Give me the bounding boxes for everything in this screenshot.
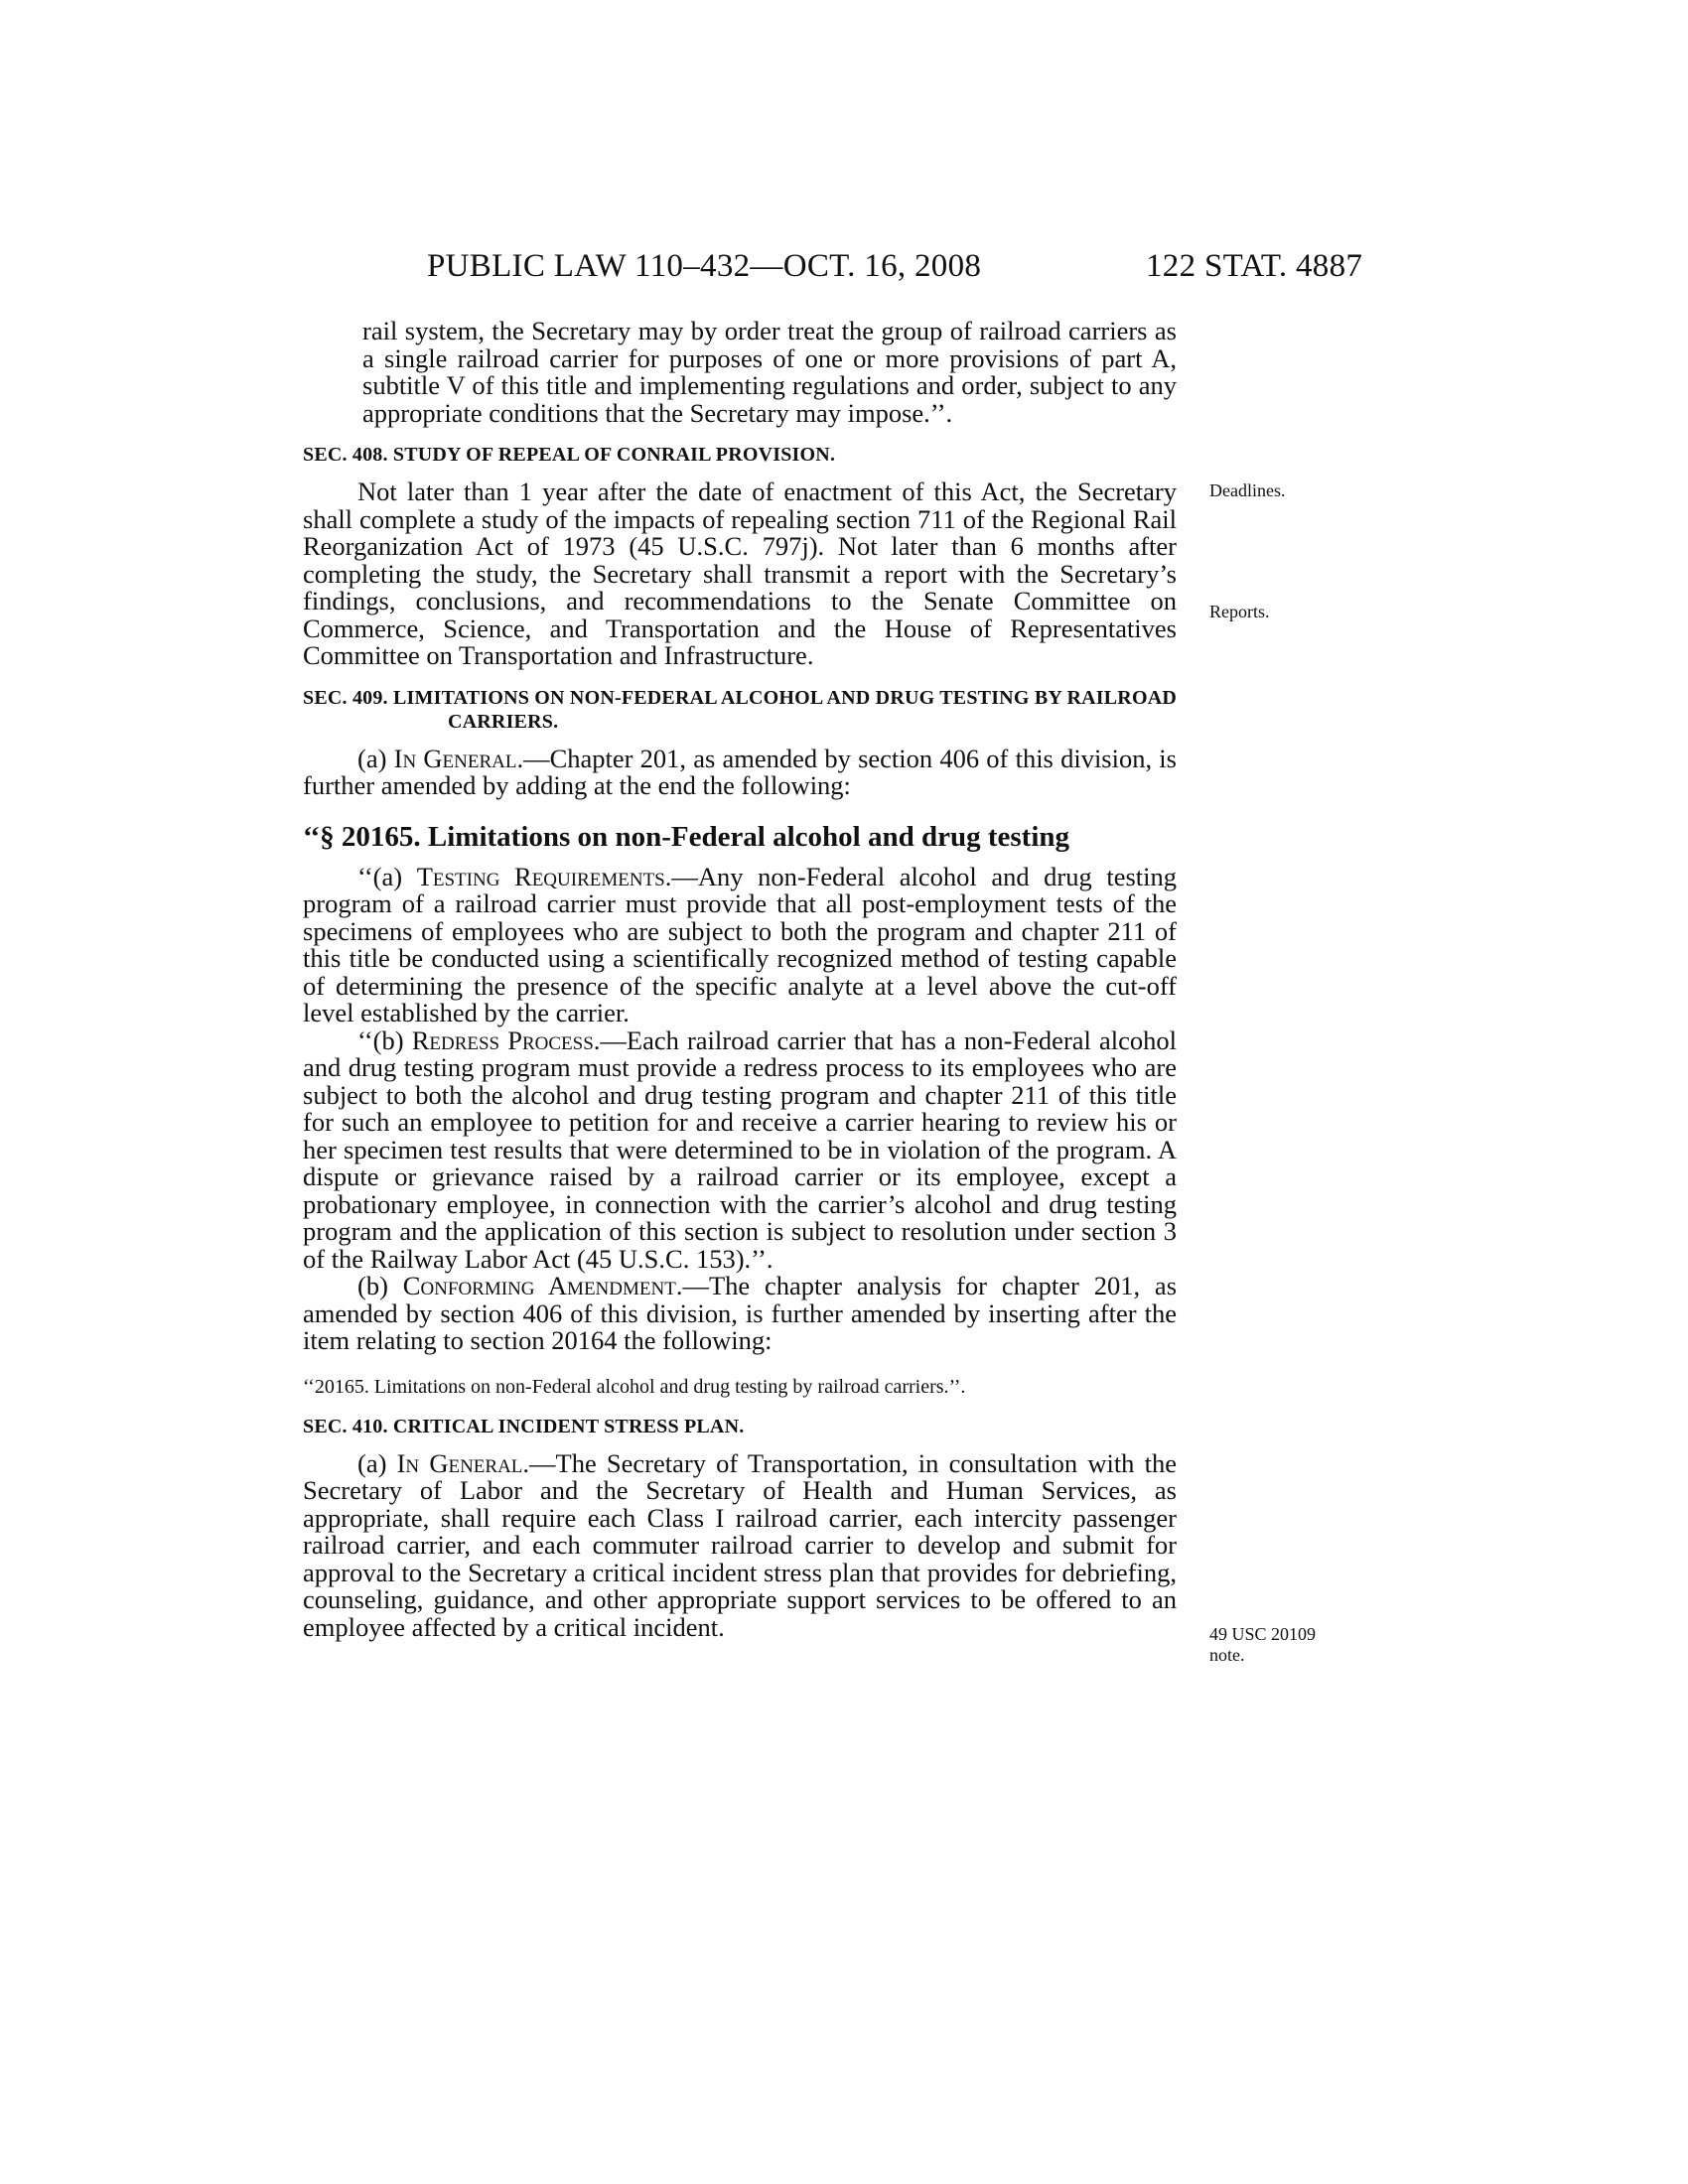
sec-409-subsection-b <box>303 1273 1177 1355</box>
s20165-b-text: .—Each railroad carrier that has a non-Federal alcohol and drug testing program must provide a redress process to its employees who are subject to both the alcohol and drug testing program and chapter 211 of this title for such an employee to petition for and receive a carrier hearing to review his or her specimen test results that were determined to be in violation of the program. A dispute or grievance raised by a railroad carrier or its employee, except a probationary employee, in connection with the carrier’s alcohol and drug testing program and the application of this section is subject to resolution under section 3 of the Railway Labor Act (45 U.S.C. 153).’’. <box>303 1024 1178 1274</box>
section-20165-title: ‘‘§ 20165. Limitations on non-Federal alcohol and drug testing <box>303 820 1070 853</box>
running-header-title: PUBLIC LAW 110–432—OCT. 16, 2008 <box>427 248 982 284</box>
s20165-a-caption: Testing Requirements <box>416 861 665 891</box>
sec-409-b-label: (b) <box>357 1271 403 1300</box>
sec-409-subsection-a <box>303 743 1177 800</box>
sec-408-text: Not later than 1 year after the date of enactment of this Act, the Secretary shall complete a study of the impacts of repealing section 711 of the Regional Rail Reorganization Act of 1973 (45 U.S.C. 797j). Not later than 6 months after completing the study, the Secretary shall transmit a report with the Secretary’s findings, conclusions, and recommendations to the Senate Committee on Commerce, Science, and Transportation and the House of Representatives Committee on Transportation and Infrastructure. <box>303 477 1177 670</box>
sec-408-heading: SEC. 408. STUDY OF REPEAL OF CONRAIL PROVISION. <box>303 444 836 466</box>
sec-410-heading: SEC. 410. CRITICAL INCIDENT STRESS PLAN. <box>303 1415 745 1437</box>
margin-note-usc-line1: 49 USC 20109 <box>1209 1624 1317 1644</box>
sec-410-a-text: .—The Secretary of Transportation, in consultation with the Secretary of Labor and the Secretary of Health and Human Services, as appropriate, shall require each Class I railroad carrier, each intercity passenger railroad carrier, and each commuter railroad carrier to develop and submit for approval to the Secretary a critical incident stress plan that provides for debriefing, counseling, guidance, and other appropriate support services to be offered to an employee affected by a critical incident. <box>303 1447 1177 1642</box>
running-header-page-number: 122 STAT. 4887 <box>1146 248 1363 284</box>
s20165-b-caption: Redress Process <box>411 1024 594 1055</box>
sec-410-a-label: (a) <box>357 1447 397 1478</box>
sec-409-a-text: .—Chapter 201, as amended by section 406 of this division, is further amended by adding at the end the following: <box>303 743 1177 800</box>
sec-410-a-caption: In General <box>396 1447 523 1478</box>
sec-409-b-caption: Conforming Amendment <box>402 1271 676 1300</box>
continuation-paragraph: rail system, the Secretary may by order treat the group of railroad carriers as a single railroad carrier for purposes of one or more provisions of part A, subtitle V of this title and implementing regulations and order, subject to any appropriate conditions that the Secretary may impose.’’. <box>362 316 1177 428</box>
page-body <box>303 318 1177 1641</box>
sec-409-a-label: (a) <box>357 743 394 773</box>
sec-409-heading: SEC. 409. LIMITATIONS ON NON-FEDERAL ALCOHOL AND DRUG TESTING BY RAILROAD CARRIERS. <box>303 686 1177 733</box>
section-20165-subsection-b <box>303 1024 1178 1274</box>
margin-note-usc-citation <box>1209 1624 1316 1666</box>
section-20165-subsection-a <box>303 861 1177 1027</box>
margin-note-deadlines: Deadlines. <box>1209 480 1286 500</box>
margin-note-reports: Reports. <box>1209 602 1270 621</box>
sec-410-subsection-a <box>303 1447 1177 1642</box>
sec-409-a-caption: In General <box>393 743 517 773</box>
sec-409-b-text: .—The chapter analysis for chapter 201, as amended by section 406 of this division, is further amended by inserting after the item relating to section 20164 the following: <box>303 1271 1178 1355</box>
chapter-analysis-item: ‘‘20165. Limitations on non-Federal alcohol and drug testing by railroad carriers.’’. <box>303 1375 966 1398</box>
s20165-a-label: ‘‘(a) <box>357 861 417 891</box>
s20165-a-text: .—Any non-Federal alcohol and drug testing program of a railroad carrier must provide that all post-employment tests of the specimens of employees who are subject to both the program and chapter 211 of this title be conducted using a scientifically recognized method of testing capable of determining the presence of the specific analyte at a level above the cut-off level established by the carrier. <box>303 861 1177 1027</box>
margin-note-usc-line2: note. <box>1209 1645 1245 1665</box>
s20165-b-label: ‘‘(b) <box>357 1024 412 1055</box>
